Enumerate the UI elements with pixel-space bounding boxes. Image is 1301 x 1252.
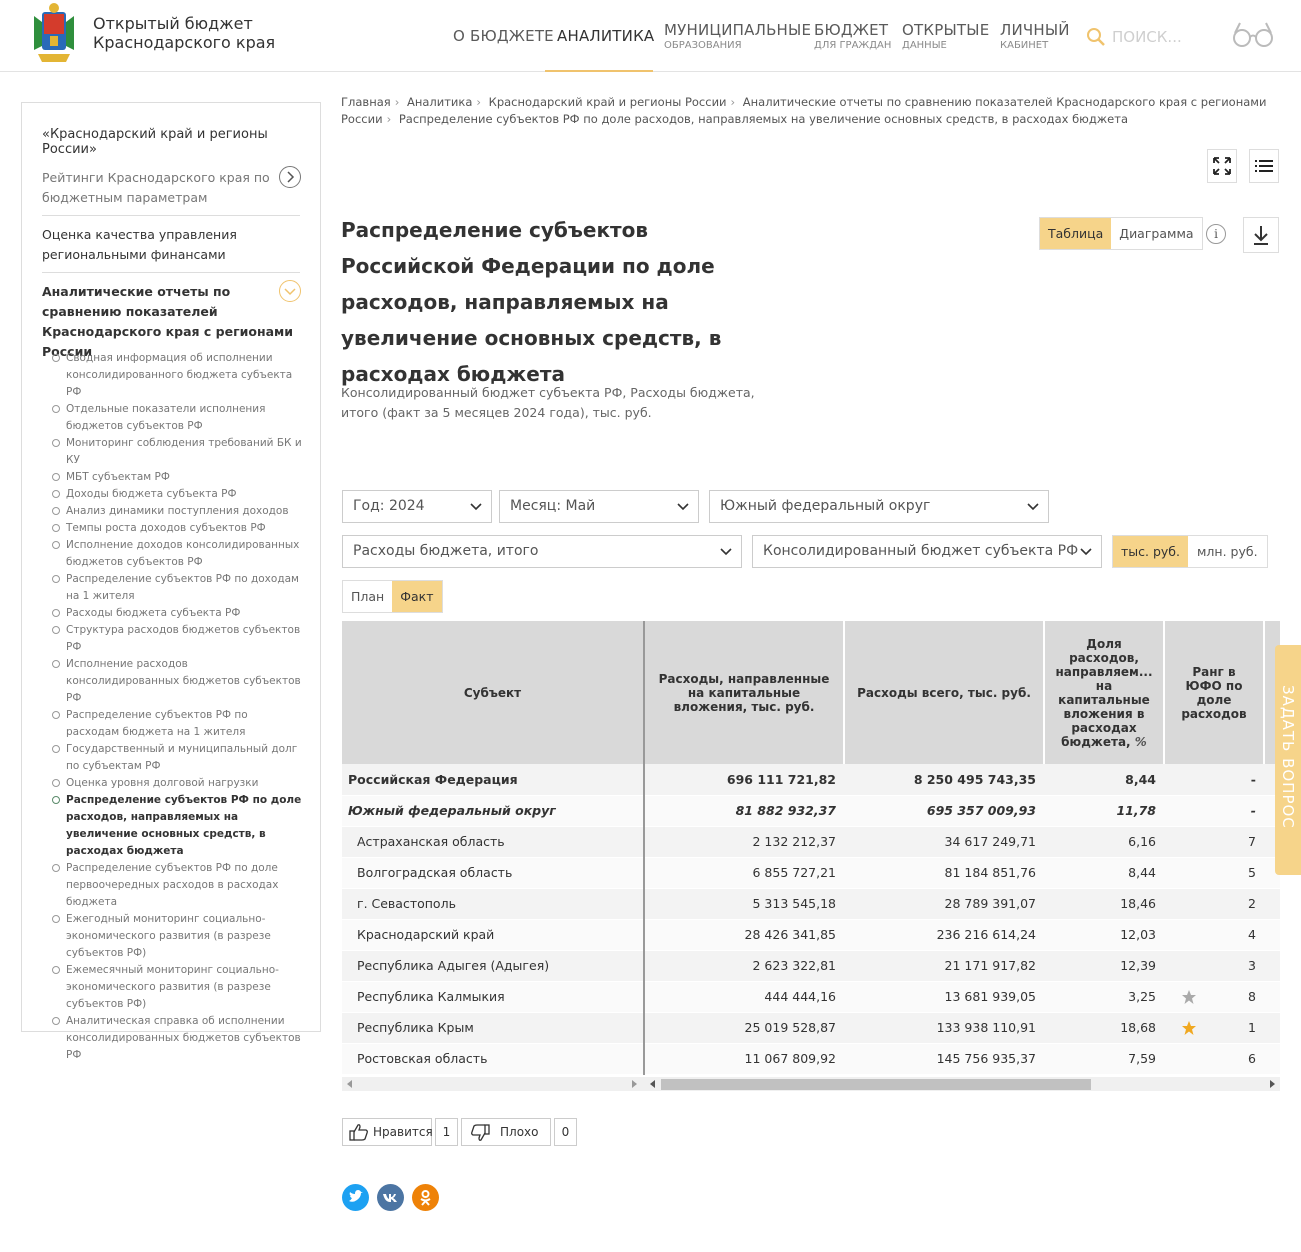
table-cell-extra [1264,1043,1280,1074]
table-cell-share: 3,25 [1044,981,1164,1012]
chevron-right-icon[interactable] [279,166,301,188]
breadcrumb-regions[interactable]: Краснодарский край и регионы России [488,95,727,109]
breadcrumb-reports[interactable]: Аналитические отчеты по сравнению показателей Краснодарского края с регионами России [341,95,1267,126]
unit-million-option[interactable]: млн. руб. [1196,544,1258,559]
like-button[interactable]: Нравится [342,1118,432,1146]
table-cell-share: 18,46 [1044,888,1164,919]
table-cell-total: 8 250 495 743,35 [844,764,1044,795]
unit-thousand-option[interactable]: тыс. руб. [1113,536,1188,567]
header-rank[interactable]: Ранг в ЮФО по доле расходов [1164,621,1264,764]
unit-toggle [1112,535,1268,568]
thumbs-up-icon [349,1123,369,1141]
breadcrumb-home[interactable]: Главная [341,95,391,109]
plan-fact-toggle [342,580,443,613]
tab-chart[interactable]: Диаграмма [1119,226,1194,241]
table-cell-capital: 81 882 932,37 [644,795,844,826]
sidebar-subitem[interactable]: Анализ динамики поступления доходов [52,503,302,520]
sidebar-subitem[interactable]: Исполнение расходов консолидированных бюджетов субъектов РФ [52,656,302,707]
table-cell-capital: 444 444,16 [644,981,844,1012]
sidebar-subitem[interactable]: Аналитическая справка об исполнении консолидированных бюджетов субъектов РФ [52,1013,302,1064]
sidebar [21,102,321,1061]
district-select[interactable]: Южный федеральный округ [709,490,1049,523]
sidebar-subitem[interactable]: Государственный и муниципальный долг по субъектам РФ [52,741,302,775]
sidebar-item-ratings[interactable]: Рейтинги Краснодарского края по бюджетным параметрам [42,170,270,205]
vk-share-icon[interactable] [377,1184,404,1211]
table-cell-capital: 5 313 545,18 [644,888,844,919]
table-cell-capital: 696 111 721,82 [644,764,844,795]
table-cell-total: 21 171 917,82 [844,950,1044,981]
chevron-down-icon [1079,545,1093,559]
scroll-left-icon[interactable] [346,1080,354,1088]
divider [42,272,300,273]
header-total[interactable]: Расходы всего, тыс. руб. [844,621,1044,764]
fact-option[interactable]: Факт [392,581,441,612]
fullscreen-button[interactable] [1207,149,1237,183]
sidebar-subitem[interactable]: Расходы бюджета субъекта РФ [52,605,302,622]
sidebar-item-analytic-reports[interactable]: Аналитические отчеты по сравнению показателей Краснодарского края с регионами России [42,284,294,359]
search-icon [1086,27,1106,47]
table-cell-subject: Российская Федерация [342,764,644,795]
list-icon [1250,150,1278,182]
sidebar-subitem[interactable]: Отдельные показатели исполнения бюджетов субъектов РФ [52,401,302,435]
table-cell-rank: 5 [1164,857,1264,888]
header-subject[interactable]: Субъект [342,621,644,764]
table-cell-share: 8,44 [1044,857,1164,888]
nav-open-data[interactable]: ОТКРЫТЫЕ ДАННЫЕ [902,21,990,51]
breadcrumb-separator: › [386,112,392,126]
table-cell-share: 18,68 [1044,1012,1164,1043]
chevron-down-icon [469,500,483,514]
brand-title[interactable]: Открытый бюджет Краснодарского края [93,14,276,52]
search-input[interactable]: ПОИСК... [1112,28,1182,46]
table-cell-capital: 2 132 212,37 [644,826,844,857]
chevron-down-icon [1026,500,1040,514]
table-cell-total: 28 789 391,07 [844,888,1044,919]
table-cell-rank: - [1164,764,1264,795]
table-cell-share: 12,03 [1044,919,1164,950]
sidebar-subitem[interactable]: Ежегодный мониторинг социально-экономического развития (в разрезе субъектов РФ) [52,911,302,962]
expense-type-select[interactable]: Расходы бюджета, итого [342,535,742,568]
table-cell-subject: Республика Калмыкия [342,981,644,1012]
site-header [0,0,1301,72]
table-cell-rank: 8 [1164,981,1264,1012]
table-cell-total: 236 216 614,24 [844,919,1044,950]
chevron-down-icon[interactable] [279,280,301,302]
sidebar-subitem[interactable]: Ежемесячный мониторинг социально-экономического развития (в разрезе субъектов РФ) [52,962,302,1013]
plan-option[interactable]: План [351,589,385,604]
expand-icon [1208,150,1236,182]
table-cell-total: 145 756 935,37 [844,1043,1044,1074]
table-cell-subject: Южный федеральный округ [342,795,644,826]
download-button[interactable] [1243,217,1279,253]
data-table-wrapper [342,621,1280,1093]
table-cell-rank: 4 [1164,919,1264,950]
table-cell-share: 7,59 [1044,1043,1164,1074]
dislike-count: 0 [554,1118,577,1146]
table-cell-rank: 2 [1164,888,1264,919]
page-title: Распределение субъектов Российской Федерации по доле расходов, направляемых на увеличение основных средств, в расходах бюджета [341,218,722,386]
list-menu-button[interactable] [1249,149,1279,183]
table-cell-subject: Республика Адыгея (Адыгея) [342,950,644,981]
table-cell-total: 695 357 009,93 [844,795,1044,826]
table-row[interactable] [342,950,1280,981]
table-cell-extra [1264,950,1280,981]
sidebar-subitem[interactable]: Темпы роста доходов субъектов РФ [52,520,302,537]
sidebar-subitem[interactable]: Доходы бюджета субъекта РФ [52,486,302,503]
table-cell-total: 81 184 851,76 [844,857,1044,888]
table-cell-capital: 6 855 727,21 [644,857,844,888]
table-cell-share: 12,39 [1044,950,1164,981]
info-icon[interactable]: i [1206,224,1226,244]
sidebar-subitem[interactable]: Распределение субъектов РФ по расходам бюджета на 1 жителя [52,707,302,741]
table-cell-rank: 6 [1164,1043,1264,1074]
table-row[interactable] [342,888,1280,919]
table-row[interactable] [342,764,1280,795]
breadcrumb-separator: › [476,95,481,109]
ask-question-tab[interactable]: ЗАДАТЬ ВОПРОС [1275,645,1301,875]
scrollbar-thumb[interactable] [661,1079,1091,1090]
table-cell-capital: 28 426 341,85 [644,919,844,950]
thumbs-down-icon [470,1124,490,1142]
nav-municipal[interactable]: МУНИЦИПАЛЬНЫЕ ОБРАЗОВАНИЯ [664,21,812,51]
data-table [342,621,1280,1075]
table-cell-extra [1264,1012,1280,1043]
budget-type-select[interactable]: Консолидированный бюджет субъекта РФ [752,535,1102,568]
table-cell-total: 133 938 110,91 [844,1012,1044,1043]
table-row[interactable] [342,795,1280,826]
table-row[interactable] [342,919,1280,950]
sidebar-subitem[interactable]: МБТ субъектам РФ [52,469,302,486]
dislike-button[interactable]: Плохо [461,1118,551,1146]
like-count: 1 [435,1118,458,1146]
table-row[interactable] [342,826,1280,857]
breadcrumb [341,94,1276,128]
table-cell-capital: 2 623 322,81 [644,950,844,981]
table-cell-share: 6,16 [1044,826,1164,857]
nav-personal-cabinet[interactable]: ЛИЧНЫЙ КАБИНЕТ [1000,21,1070,51]
gold-star-icon [1182,1021,1196,1035]
table-cell-subject: Волгоградская область [342,857,644,888]
header-share[interactable]: Доля расходов, направляем... на капитальные вложения в расходах бюджета, % [1044,621,1164,764]
search-box[interactable] [1086,24,1182,50]
sidebar-subitem[interactable]: Сводная информация об исполнении консолидированного бюджета субъекта РФ [52,350,302,401]
nav-citizens-budget[interactable]: БЮДЖЕТ ДЛЯ ГРАЖДАН [814,21,892,51]
table-cell-share: 11,78 [1044,795,1164,826]
table-cell-rank: - [1164,795,1264,826]
table-cell-subject: г. Севастополь [342,888,644,919]
gray-star-icon [1182,990,1196,1004]
table-cell-total: 13 681 939,05 [844,981,1044,1012]
table-cell-capital: 25 019 528,87 [644,1012,844,1043]
table-row[interactable] [342,857,1280,888]
sidebar-sub-list [52,350,302,1064]
scroll-right-icon[interactable] [630,1080,638,1088]
table-cell-total: 34 617 249,71 [844,826,1044,857]
breadcrumb-separator: › [730,95,736,109]
scroll-left-icon[interactable] [649,1080,657,1088]
chevron-down-icon [676,500,690,514]
divider [42,215,300,216]
table-cell-subject: Республика Крым [342,1012,644,1043]
table-row[interactable] [342,981,1280,1012]
accessibility-glasses-icon[interactable] [1232,21,1274,49]
breadcrumb-current: Распределение субъектов РФ по доле расходов, направляемых на увеличение основных средств, в расходах бюджета [398,112,1128,126]
nav-about-budget[interactable]: О БЮДЖЕТЕ [453,27,554,45]
nav-analytics[interactable]: АНАЛИТИКА [545,0,653,72]
page-subtitle: Консолидированный бюджет субъекта РФ, Расходы бюджета, итого (факт за 5 месяцев 2024 года), тыс. руб. [341,385,755,420]
sidebar-item-quality[interactable]: Оценка качества управления региональными финансами [42,227,237,262]
tab-table[interactable]: Таблица [1040,218,1111,249]
sidebar-subitem[interactable]: Мониторинг соблюдения требований БК и КУ [52,435,302,469]
table-cell-rank: 3 [1164,950,1264,981]
table-cell-extra [1264,888,1280,919]
header-capital[interactable]: Расходы, направленные на капитальные вложения, тыс. руб. [644,621,844,764]
table-row[interactable] [342,1043,1280,1074]
table-cell-capital: 11 067 809,92 [644,1043,844,1074]
sidebar-subitem[interactable]: Распределение субъектов РФ по доле первоочередных расходов в расходах бюджета [52,860,302,911]
table-row[interactable] [342,1012,1280,1043]
table-cell-subject: Краснодарский край [342,919,644,950]
table-cell-subject: Астраханская область [342,826,644,857]
chevron-down-icon [719,545,733,559]
year-select[interactable]: Год: 2024 [342,490,492,523]
coat-of-arms-logo[interactable] [28,2,80,66]
month-select[interactable]: Месяц: Май [499,490,699,523]
sidebar-subitem[interactable]: Распределение субъектов РФ по доле расходов, направляемых на увеличение основных средств, в расходах бюджета [52,792,302,860]
sidebar-heading[interactable]: «Краснодарский край и регионы России» [42,127,268,157]
breadcrumb-analytics[interactable]: Аналитика [406,95,473,109]
breadcrumb-separator: › [394,95,400,109]
table-cell-extra [1264,981,1280,1012]
sidebar-subitem[interactable]: Структура расходов бюджетов субъектов РФ [52,622,302,656]
table-cell-rank: 7 [1164,826,1264,857]
sidebar-subitem[interactable]: Исполнение доходов консолидированных бюджетов субъектов РФ [52,537,302,571]
download-icon [1244,218,1278,252]
view-toggle [1039,217,1203,250]
scroll-right-icon[interactable] [1268,1080,1276,1088]
table-cell-rank: 1 [1164,1012,1264,1043]
sidebar-subitem[interactable]: Распределение субъектов РФ по доходам на 1 жителя [52,571,302,605]
table-cell-subject: Ростовская область [342,1043,644,1074]
odnoklassniki-share-icon[interactable] [412,1184,439,1211]
table-cell-share: 8,44 [1044,764,1164,795]
table-cell-extra [1264,919,1280,950]
twitter-share-icon[interactable] [342,1184,369,1211]
sidebar-subitem[interactable]: Оценка уровня долговой нагрузки [52,775,302,792]
